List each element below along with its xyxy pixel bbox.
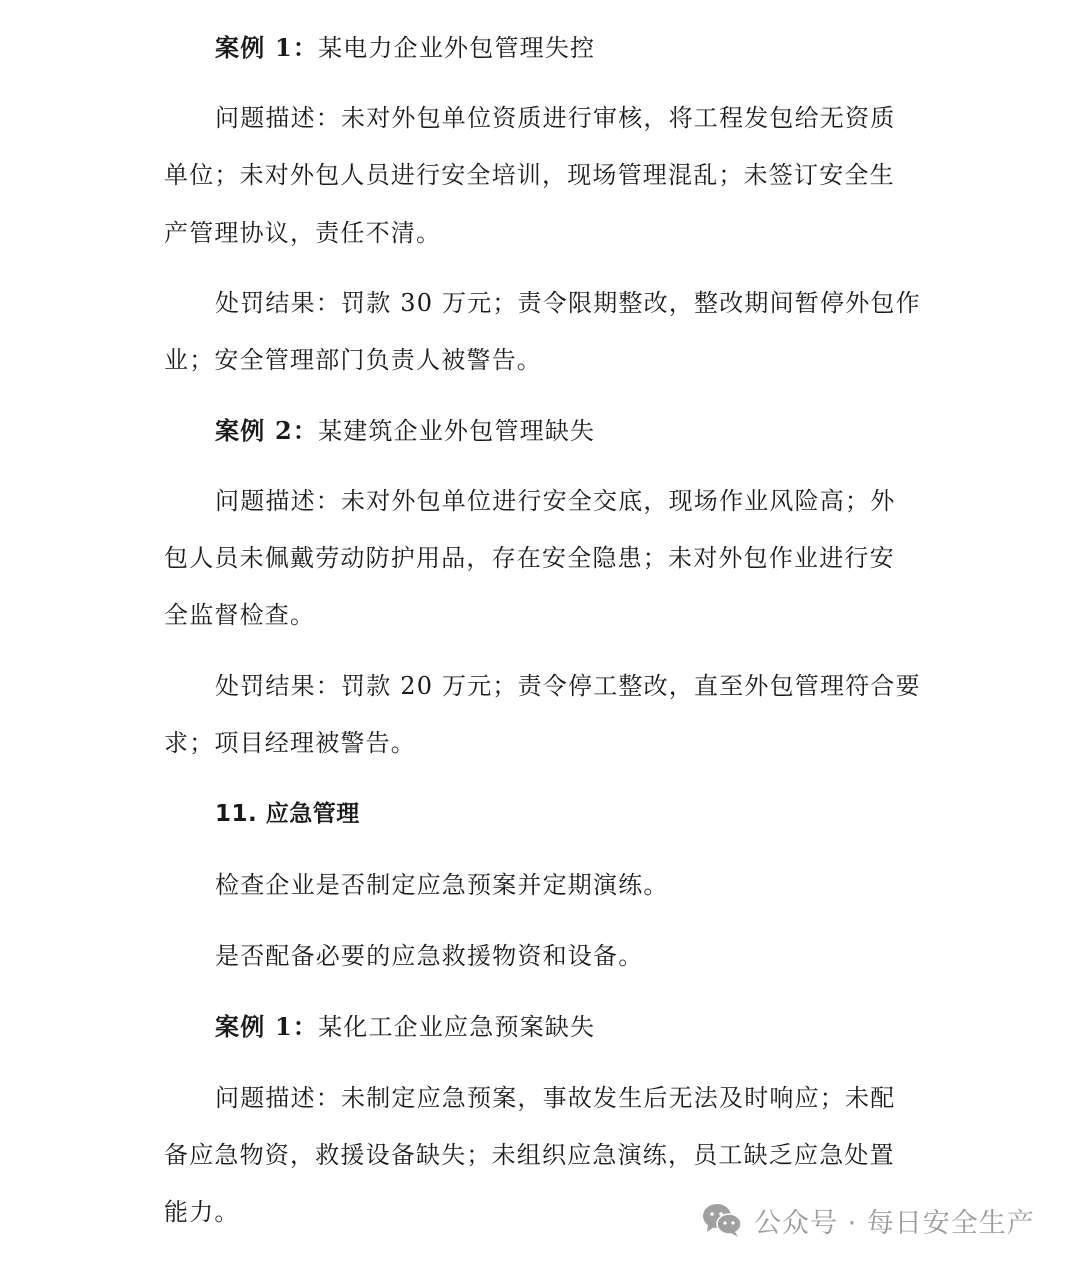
check-item: 检查企业是否制定应急预案并定期演练。 xyxy=(215,871,669,899)
problem-description-line: 产管理协议，责任不清。 xyxy=(164,219,442,247)
case-title-text: 某建筑企业外包管理缺失 xyxy=(318,417,596,445)
case-label: 案例 1： xyxy=(215,1012,319,1041)
problem-description-line: 全监督检查。 xyxy=(164,601,316,629)
problem-description-line: 备应急物资，救援设备缺失；未组织应急演练，员工缺乏应急处置 xyxy=(164,1141,895,1169)
problem-description-line: 问题描述：未对外包单位资质进行审核，将工程发包给无资质 xyxy=(215,104,896,132)
problem-description-line: 能力。 xyxy=(164,1198,240,1226)
case-title xyxy=(215,415,595,447)
problem-description-line: 问题描述：未制定应急预案，事故发生后无法及时响应；未配 xyxy=(215,1084,896,1112)
case-label: 案例 2： xyxy=(215,416,319,445)
penalty-result-line: 求；项目经理被警告。 xyxy=(164,729,416,757)
penalty-result-line: 处罚结果：罚款 20 万元；责令停工整改，直至外包管理符合要 xyxy=(215,672,921,700)
watermark-text: 公众号 · 每日安全生产 xyxy=(754,1207,1035,1239)
case-title xyxy=(215,32,595,64)
penalty-result-line: 处罚结果：罚款 30 万元；责令限期整改，整改期间暂停外包作 xyxy=(215,289,921,317)
case-title-text: 某电力企业外包管理失控 xyxy=(318,34,596,62)
case-label: 案例 1： xyxy=(215,33,319,62)
wechat-official-account-watermark xyxy=(702,1200,1035,1240)
check-item: 是否配备必要的应急救援物资和设备。 xyxy=(215,942,644,970)
section-heading: 11. 应急管理 xyxy=(215,801,360,827)
case-title-text: 某化工企业应急预案缺失 xyxy=(318,1013,596,1041)
wechat-icon xyxy=(702,1203,742,1237)
case-title xyxy=(215,1011,595,1043)
penalty-result-line: 业；安全管理部门负责人被警告。 xyxy=(164,346,542,374)
problem-description-line: 包人员未佩戴劳动防护用品，存在安全隐患；未对外包作业进行安 xyxy=(164,544,895,572)
problem-description-line: 问题描述：未对外包单位进行安全交底，现场作业风险高；外 xyxy=(215,487,896,515)
problem-description-line: 单位；未对外包人员进行安全培训，现场管理混乱；未签订安全生 xyxy=(164,161,895,189)
